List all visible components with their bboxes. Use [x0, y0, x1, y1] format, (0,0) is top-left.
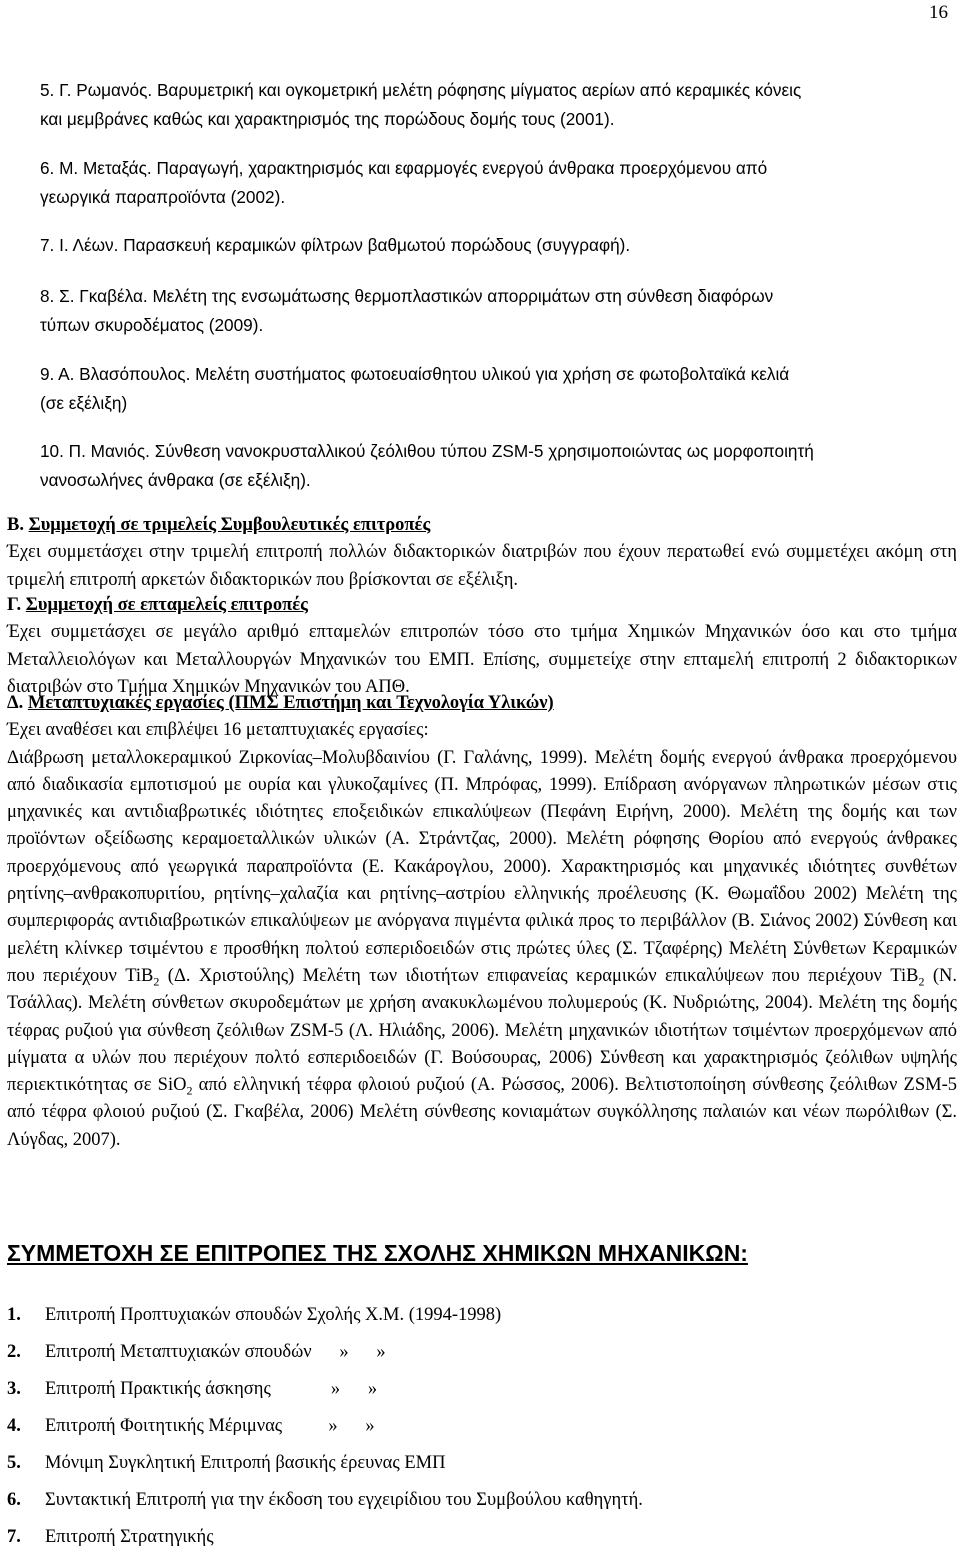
reference-line: νανοσωλήνες άνθρακα (σε εξέλιξη). — [40, 470, 311, 490]
reference-line: 5. Γ. Ρωμανός. Βαρυμετρική και ογκομετρική μελέτη ρόφησης μίγματος αερίων από κεραμικές κόνεις — [40, 80, 802, 100]
reference-line: και μεμβράνες καθώς και χαρακτηρισμός της πορώδους δομής τους (2001). — [40, 109, 615, 129]
list-item: 2. Επιτροπή Μεταπτυχιακών σπουδών » » — [7, 1342, 386, 1362]
section-b-text: Έχει συμμετάσχει στην τριμελή επιτροπή πολλών διδακτορικών διατριβών που έχουν περατωθεί ενώ συμμετέχει ακόμη στη τριμελή επιτροπή αρκετών διδακτορικών που βρίσκονται σε εξέλιξη. — [7, 542, 957, 590]
reference-item — [40, 282, 958, 340]
reference-line: γεωργικά παραπροϊόντα (2002). — [40, 187, 286, 207]
list-item: 6. Συντακτική Επιτροπή για την έκδοση του εγχειρίδιου του Συμβούλου καθηγητή. — [7, 1490, 643, 1510]
school-committees-heading: ΣΥΜΜΕΤΟΧΗ ΣΕ ΕΠΙΤΡΟΠΕΣ ΤΗΣ ΣΧΟΛΗΣ ΧΗΜΙΚΩΝ ΜΗΧΑΝΙΚΩΝ: — [7, 1240, 748, 1266]
section-d-letter: Δ. — [7, 693, 28, 713]
reference-item — [40, 76, 958, 134]
section-b-letter: Β. — [7, 515, 29, 535]
reference-line: 10. Π. Μανιός. Σύνθεση νανοκρυσταλλικού ζεόλιθου τύπου ZSM-5 χρησιμοποιώντας ως μορφοποιητή — [40, 441, 814, 461]
section-g-text: Έχει συμμετάσχει σε μεγάλο αριθμό επταμελών επιτροπών τόσο στο τμήμα Χημικών Μηχανικών όσο και στο τμήμα Μεταλλειολόγων και Μεταλλουργών Μηχανικών του ΕΜΠ. Επίσης, συμμετείχε στην επταμελή επιτροπή 2 διδακτορικων διατριβών στο Τμήμα Χημικών Μηχανικών του ΑΠΘ. — [7, 622, 957, 697]
reference-item — [40, 360, 958, 418]
section-b — [7, 512, 957, 594]
section-g-letter: Γ. — [7, 595, 26, 615]
reference-line: (σε εξέλιξη) — [40, 393, 128, 413]
section-g-title: Συμμετοχή σε επταμελείς επιτροπές — [25, 595, 308, 615]
reference-line: 7. Ι. Λέων. Παρασκευή κεραμικών φίλτρων βαθμωτού πορώδους (συγγραφή). — [40, 235, 631, 255]
section-g — [7, 592, 957, 701]
reference-line: 6. Μ. Μεταξάς. Παραγωγή, χαρακτηρισμός και εφαρμογές ενεργού άνθρακα προερχόμενου από — [40, 158, 768, 178]
list-item: 3. Επιτροπή Πρακτικής άσκησης » » — [7, 1379, 378, 1399]
list-item: 1. Επιτροπή Προπτυχιακών σπουδών Σχολής Χ.Μ. (1994-1998) — [7, 1305, 502, 1325]
list-item: 7. Επιτροπή Στρατηγικής — [7, 1527, 214, 1547]
page-number: 16 — [929, 2, 948, 23]
reference-line: 8. Σ. Γκαβέλα. Μελέτη της ενσωμάτωσης θερμοπλαστικών απορριμάτων στη σύνθεση διαφόρων — [40, 286, 774, 306]
list-item: 4. Επιτροπή Φοιτητικής Μέριμνας » » — [7, 1416, 375, 1436]
reference-item — [40, 231, 958, 260]
section-d-body: Διάβρωση μεταλλοκεραμικού Ζιρκονίας–Μολυβδαινίου (Γ. Γαλάνης, 1999). Μελέτη δομής ενεργού άνθρακα προερχόμενου από διαδικασία εμποτισμού με ουρία και γλυκοζαμίνες (Π. Μπρόφας, 1999). Επίδραση ανόργανων πληρωτικών μέσων στις μηχανικές και αντιδιαβρωτικές ιδιότητες εποξειδικών επικαλύψεων (Πεφάνη Ειρήνη, 2000). Μελέτη της δομής και των προϊόντων οξείδωσης κεραμοεταλλικών υλικών (Α. Στράντζας, 2000). Μελέτη ρόφησης Θορίου από ενεργούς άνθρακες προερχόμενους από γεωργικά παραπροϊόντα (Ε. Κακάρογλου, 2000). Χαρακτηρισμός και μηχανικές ιδιότητες συνθέτων ρητίνης–ανθρακοπυριτίου, ρητίνης–χαλαζία και ρητίνης–αστρίου ελληνικής προέλευσης (Κ. Θωμαΐδου 2002) Μελέτη της συμπεριφοράς αντιδιαβρωτικών επικαλύψεων με ανόργανα πιγμέντα φιλικά προς το περιβάλλον (Β. Σιάνος 2002) Σύνθεση και μελέτη κλίνκερ τσιμέντου ε προσθήκη πολτού εσπεριδοειδών στις πρώτες ύλες (Σ. Τζαφέρης) Μελέτη Σύνθετων Κεραμικών που περιέχουν TiB$_2$ (Δ. Χριστούλης) Μελέτη των ιδιοτήτων επιφανείας κεραμικών επικαλύψεων που περιέχουν TiB$_2$ (Ν. Τσάλλας). Μελέτη σύνθετων σκυροδεμάτων με χρήση ανακυκλωμένου πολυμερούς (Κ. Νυδριώτης, 2004). Μελέτη της δομής τέφρας ρυζιού για σύνθεση ζεόλιθων ZSM-5 (Λ. Ηλιάδης, 2006). Μελέτη μηχανικών ιδιοτήτων τσιμέντων προερχόμενων από μίγματα α υλών που περιέχουν πολτό εσπεριδοειδών (Γ. Βούσουρας, 2006) Σύνθεση και χαρακτηρισμός ζεόλιθων υψηλής περιεκτικότητας σε SiO$_2$ από ελληνική τέφρα φλοιού ρυζιού (Α. Ρώσσος, 2006). Βελτιστοποίηση σύνθεσης ζεόλιθων ZSM-5 από τέφρα φλοιού ρυζιού (Σ. Γκαβέλα, 2006) Μελέτη σύνθεσης κονιαμάτων συγκόλλησης παλαιών και νέων πωρόλιθων (Σ. Λύγδας, 2007). — [7, 747, 958, 1150]
section-d-title: Μεταπτυχιακές εργασίες (ΠΜΣ Επιστήμη και Τεχνολογία Υλικών) — [27, 693, 554, 713]
section-d — [7, 690, 957, 1154]
section-d-intro: Έχει αναθέσει και επιβλέψει 16 μεταπτυχιακές εργασίες: — [7, 720, 429, 741]
list-item: 5. Μόνιμη Συγκλητική Επιτροπή βασικής έρευνας ΕΜΠ — [7, 1453, 446, 1473]
reference-line: τύπων σκυροδέματος (2009). — [40, 315, 264, 335]
reference-item — [40, 437, 958, 495]
reference-line: 9. Α. Βλασόπουλος. Μελέτη συστήματος φωτοευαίσθητου υλικού για χρήση σε φωτοβολταϊκά κελιά — [40, 364, 790, 384]
reference-item — [40, 154, 958, 212]
section-b-title: Συμμετοχή σε τριμελείς Συμβουλευτικές επιτροπές — [28, 515, 431, 535]
